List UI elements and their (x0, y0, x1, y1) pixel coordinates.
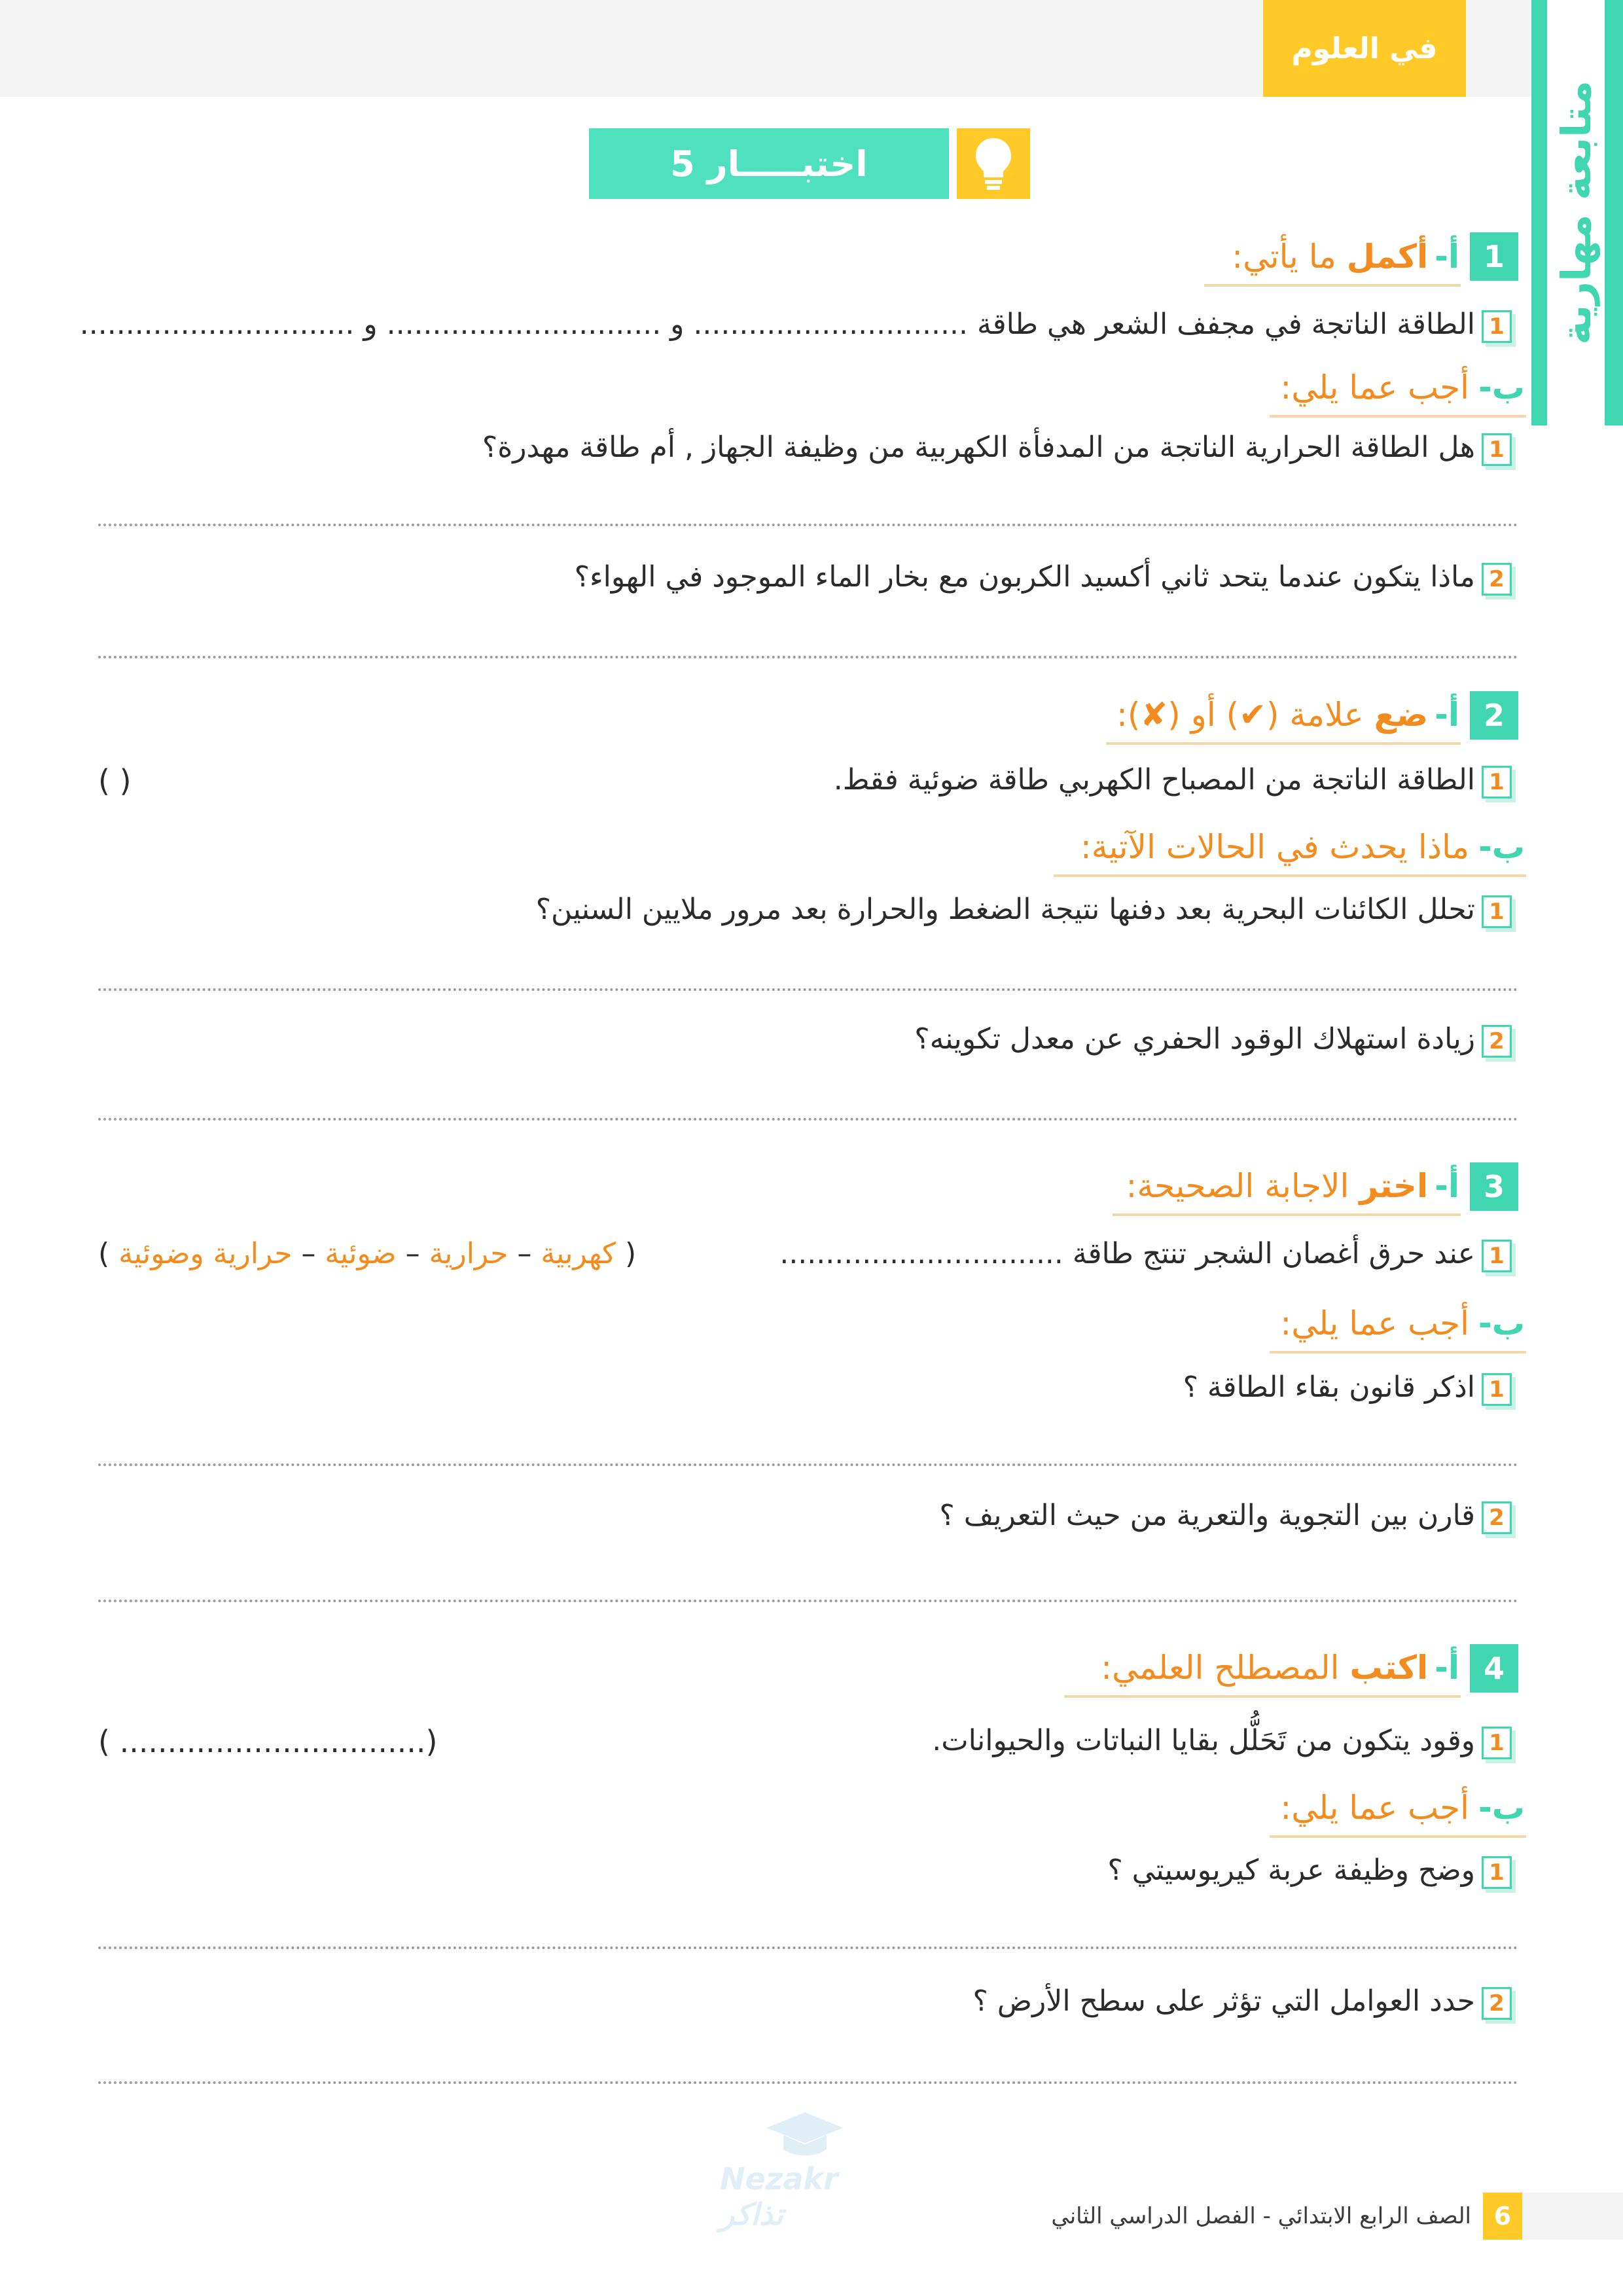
item-number: 2 (1482, 1025, 1512, 1058)
footer-grade-text: الصف الرابع الابتدائي - الفصل الدراسي الثاني (1051, 2203, 1471, 2229)
question-text: اذكر قانون بقاء الطاقة ؟ (1183, 1371, 1475, 1404)
heading-underline (1204, 284, 1461, 287)
question-number-1: 1 (1470, 232, 1518, 281)
section-letter: ب- (1478, 1304, 1525, 1342)
question-text: ماذا يتكون عندما يتحد ثاني أكسيد الكربون مع بخار الماء الموجود في الهواء؟ (574, 560, 1475, 594)
section-instruction: ما يأتي: (1232, 238, 1336, 276)
answer-brackets[interactable]: ( ) (98, 763, 132, 798)
heading-underline (1106, 742, 1461, 745)
item-number: 1 (1482, 1856, 1512, 1889)
option-separator: – (301, 1237, 316, 1270)
test-title-box (589, 128, 949, 199)
section-3b-heading (1280, 1302, 1525, 1344)
question-text: هل الطاقة الحرارية الناتجة من المدفأة الكهربية من وظيفة الجهاز , أم طاقة مهدرة؟ (482, 431, 1475, 464)
question-text: تحلل الكائنات البحرية بعد دفنها نتيجة الضغط والحرارة بعد مرور ملايين السنين؟ (535, 893, 1475, 926)
answer-brackets[interactable]: ( ................................) (98, 1724, 438, 1759)
answer-line[interactable] (98, 1463, 1518, 1466)
option-electric[interactable]: كهربية (541, 1237, 616, 1270)
question-number-4: 4 (1470, 1644, 1518, 1693)
heading-underline (1270, 1351, 1526, 1354)
item-number: 2 (1482, 563, 1512, 596)
section-letter: ب- (1478, 368, 1525, 406)
section-letter: ب- (1478, 828, 1525, 866)
answer-line[interactable] (98, 1600, 1518, 1602)
subject-title: في العلوم (1291, 31, 1438, 65)
question-text: الطاقة الناتجة من المصباح الكهربي طاقة ضوئية فقط. (833, 763, 1475, 797)
section-instruction: المصطلح العلمي: (1101, 1649, 1340, 1687)
question-text: قارن بين التجوية والتعرية من حيث التعريف ؟ (939, 1499, 1475, 1532)
heading-underline (1113, 1213, 1461, 1216)
section-verb: اكتب (1349, 1649, 1429, 1687)
section-verb: ضع (1374, 696, 1429, 734)
section-instruction: علامة (✔) أو (✘): (1116, 696, 1364, 734)
section-instruction: الاجابة الصحيحة: (1126, 1167, 1349, 1205)
answer-line[interactable] (98, 2081, 1518, 2084)
lightbulb-icon (957, 128, 1030, 199)
question-text: زيادة استهلاك الوقود الحفري عن معدل تكوينه؟ (914, 1022, 1475, 1056)
option-thermal[interactable]: حرارية (429, 1237, 508, 1270)
section-letter: ب- (1478, 1789, 1525, 1827)
section-verb: أكمل (1346, 238, 1429, 276)
section-letter: أ- (1435, 696, 1459, 734)
option-thermal-light[interactable]: حرارية وضوئية (118, 1237, 293, 1270)
item-number: 1 (1482, 895, 1512, 928)
options-close-paren: ) (98, 1237, 110, 1270)
answer-line[interactable] (98, 1946, 1518, 1949)
item-number: 1 (1482, 766, 1512, 798)
section-instruction: أجب عما يلي: (1280, 1304, 1469, 1342)
option-separator: – (517, 1237, 532, 1270)
option-light[interactable]: ضوئية (325, 1237, 397, 1270)
graduation-cap-icon (759, 2108, 851, 2161)
options-open-paren: ( (625, 1237, 637, 1270)
question-text: وقود يتكون من تَحَلُّل بقايا النباتات والحيوانات. (932, 1724, 1475, 1757)
section-4a-heading (1101, 1647, 1459, 1689)
heading-underline (1270, 1835, 1526, 1838)
section-letter: أ- (1435, 238, 1459, 276)
answer-line[interactable] (98, 656, 1518, 658)
test-title: اختبـــــار 5 (670, 143, 868, 185)
section-4b-heading (1280, 1787, 1525, 1829)
question-text: الطاقة الناتجة في مجفف الشعر هي طاقة .............................. و .............................. و .............................. (79, 308, 1475, 341)
question-text: حدد العوامل التي تؤثر على سطح الأرض ؟ (972, 1984, 1475, 2018)
section-1b-heading (1280, 367, 1525, 408)
section-instruction: أجب عما يلي: (1280, 1789, 1469, 1827)
watermark-logo (720, 2108, 890, 2232)
side-title-box (1543, 0, 1609, 425)
section-letter: أ- (1435, 1167, 1459, 1205)
item-number: 2 (1482, 1501, 1512, 1534)
section-verb: اختر (1359, 1167, 1429, 1205)
section-instruction: أجب عما يلي: (1280, 368, 1469, 406)
question-number-3: 3 (1470, 1162, 1518, 1211)
section-2a-heading (1116, 694, 1459, 736)
item-number: 1 (1482, 1373, 1512, 1406)
answer-line[interactable] (98, 988, 1518, 991)
question-text: عند حرق أغصان الشجر تنتج طاقة ............................... (779, 1237, 1475, 1270)
answer-options (98, 1237, 636, 1270)
answer-line[interactable] (98, 524, 1518, 526)
item-number: 1 (1482, 310, 1512, 343)
heading-underline (1054, 874, 1526, 877)
option-separator: – (405, 1237, 420, 1270)
side-title: متابعة مهارية (1552, 81, 1600, 345)
item-number: 1 (1482, 1727, 1512, 1759)
watermark-text: Nezakr تذاكر (720, 2161, 838, 2232)
section-letter: أ- (1435, 1649, 1459, 1687)
question-number-2: 2 (1470, 691, 1518, 740)
section-instruction: ماذا يحدث في الحالات الآتية: (1080, 828, 1469, 866)
question-text: وضح وظيفة عربة كيريوسيتي ؟ (1107, 1854, 1475, 1887)
section-1a-heading (1232, 236, 1459, 278)
item-number: 1 (1482, 1240, 1512, 1272)
subject-tab (1263, 0, 1466, 97)
answer-line[interactable] (98, 1118, 1518, 1121)
item-number: 1 (1482, 433, 1512, 466)
footer-band (1522, 2193, 1623, 2240)
heading-underline (1270, 415, 1526, 418)
section-2b-heading (1080, 826, 1525, 868)
section-3a-heading (1126, 1165, 1459, 1207)
heading-underline (1064, 1695, 1461, 1698)
page-number: 6 (1483, 2193, 1522, 2240)
item-number: 2 (1482, 1987, 1512, 2020)
